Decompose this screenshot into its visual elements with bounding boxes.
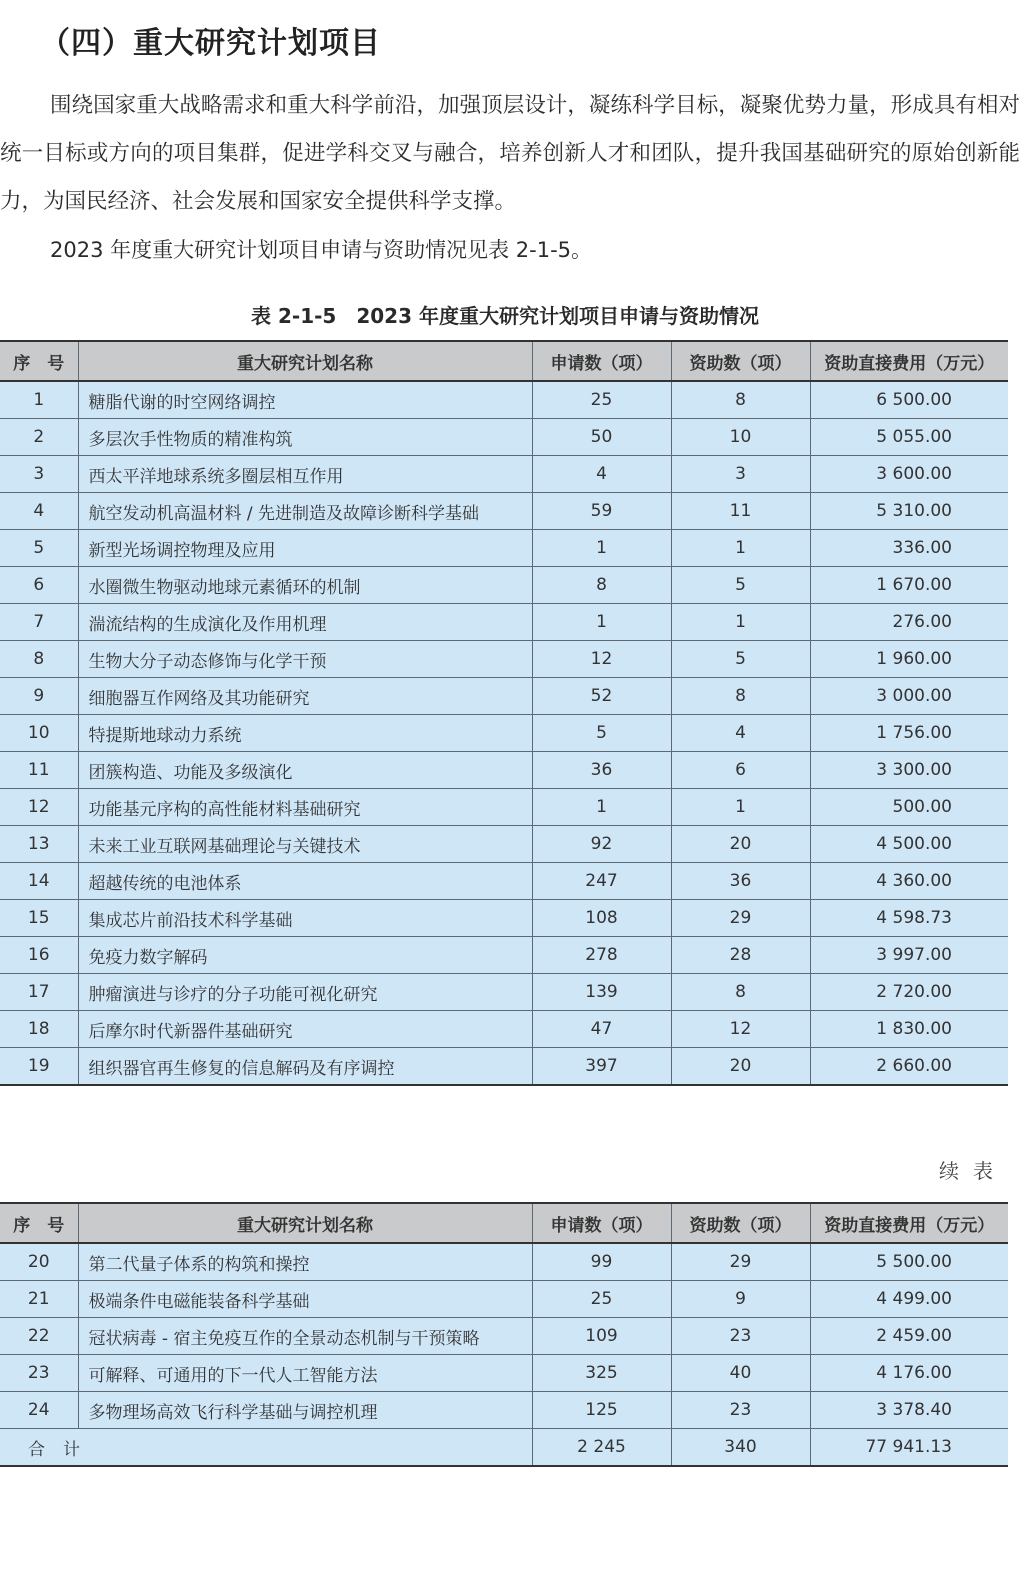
cell-name: 超越传统的电池体系 (78, 863, 532, 900)
cell-no: 5 (0, 530, 78, 567)
cell-no: 10 (0, 715, 78, 752)
cell-no: 12 (0, 789, 78, 826)
section-heading: （四）重大研究计划项目 (40, 26, 381, 61)
intro-paragraph (0, 82, 1020, 226)
cell-cost: 1 756.00 (810, 715, 1008, 752)
cell-cost: 4 500.00 (810, 826, 1008, 863)
cell-no: 20 (0, 1243, 78, 1281)
table-row (0, 826, 1008, 863)
cell-no: 24 (0, 1392, 78, 1429)
cell-applied: 1 (532, 604, 671, 641)
table-header-row (0, 1203, 1008, 1243)
cell-funded: 10 (671, 419, 810, 456)
table-body (0, 381, 1008, 1085)
total-applied: 2 245 (532, 1429, 671, 1467)
cell-funded: 5 (671, 641, 810, 678)
table-row (0, 974, 1008, 1011)
cell-no: 23 (0, 1355, 78, 1392)
cell-funded: 28 (671, 937, 810, 974)
cell-funded: 29 (671, 900, 810, 937)
cell-funded: 8 (671, 974, 810, 1011)
cell-applied: 325 (532, 1355, 671, 1392)
cell-applied: 109 (532, 1318, 671, 1355)
cell-applied: 50 (532, 419, 671, 456)
cell-applied: 1 (532, 530, 671, 567)
table-row (0, 1243, 1008, 1281)
cell-funded: 20 (671, 826, 810, 863)
cell-no: 4 (0, 493, 78, 530)
cell-cost: 1 960.00 (810, 641, 1008, 678)
total-row (0, 1429, 1008, 1467)
cell-applied: 92 (532, 826, 671, 863)
table-row (0, 1011, 1008, 1048)
cell-funded: 6 (671, 752, 810, 789)
cell-name: 冠状病毒 - 宿主免疫互作的全景动态机制与干预策略 (78, 1318, 532, 1355)
cell-applied: 4 (532, 456, 671, 493)
cell-funded: 20 (671, 1048, 810, 1086)
header-name: 重大研究计划名称 (78, 1203, 532, 1243)
cell-name: 生物大分子动态修饰与化学干预 (78, 641, 532, 678)
cell-funded: 11 (671, 493, 810, 530)
cell-funded: 8 (671, 381, 810, 419)
cell-no: 18 (0, 1011, 78, 1048)
cell-applied: 5 (532, 715, 671, 752)
cell-cost: 4 176.00 (810, 1355, 1008, 1392)
table-caption: 表 2-1-5 2023 年度重大研究计划项目申请与资助情况 (251, 304, 759, 328)
cell-cost: 3 600.00 (810, 456, 1008, 493)
cell-no: 8 (0, 641, 78, 678)
reference-paragraph (0, 226, 1020, 274)
cell-funded: 23 (671, 1318, 810, 1355)
cell-cost: 3 997.00 (810, 937, 1008, 974)
cell-applied: 108 (532, 900, 671, 937)
table-row (0, 1318, 1008, 1355)
header-no: 序 号 (0, 1203, 78, 1243)
cell-funded: 12 (671, 1011, 810, 1048)
cell-no: 6 (0, 567, 78, 604)
cell-cost: 6 500.00 (810, 381, 1008, 419)
cell-name: 西太平洋地球系统多圈层相互作用 (78, 456, 532, 493)
table-body (0, 1243, 1008, 1466)
cell-applied: 99 (532, 1243, 671, 1281)
cell-applied: 247 (532, 863, 671, 900)
table-row (0, 530, 1008, 567)
cell-no: 9 (0, 678, 78, 715)
cell-no: 1 (0, 381, 78, 419)
cell-applied: 12 (532, 641, 671, 678)
cell-cost: 4 360.00 (810, 863, 1008, 900)
cell-funded: 1 (671, 530, 810, 567)
cell-applied: 278 (532, 937, 671, 974)
cell-no: 21 (0, 1281, 78, 1318)
cell-cost: 4 598.73 (810, 900, 1008, 937)
cell-name: 后摩尔时代新器件基础研究 (78, 1011, 532, 1048)
cell-cost: 3 378.40 (810, 1392, 1008, 1429)
reference-text: 2023 年度重大研究计划项目申请与资助情况见表 2-1-5。 (50, 238, 593, 262)
cell-funded: 29 (671, 1243, 810, 1281)
cell-name: 极端条件电磁能装备科学基础 (78, 1281, 532, 1318)
cell-funded: 1 (671, 604, 810, 641)
table-row (0, 604, 1008, 641)
cell-cost: 5 500.00 (810, 1243, 1008, 1281)
cell-name: 集成芯片前沿技术科学基础 (78, 900, 532, 937)
cell-cost: 2 720.00 (810, 974, 1008, 1011)
cell-cost: 1 830.00 (810, 1011, 1008, 1048)
cell-no: 16 (0, 937, 78, 974)
cell-cost: 2 660.00 (810, 1048, 1008, 1086)
header-applied: 申请数（项） (532, 1203, 671, 1243)
cell-applied: 36 (532, 752, 671, 789)
cell-applied: 52 (532, 678, 671, 715)
table-row (0, 789, 1008, 826)
table-row (0, 900, 1008, 937)
table-row (0, 456, 1008, 493)
table-row (0, 1355, 1008, 1392)
cell-funded: 1 (671, 789, 810, 826)
cell-no: 13 (0, 826, 78, 863)
cell-name: 糖脂代谢的时空网络调控 (78, 381, 532, 419)
table-header-row (0, 341, 1008, 381)
cell-no: 22 (0, 1318, 78, 1355)
table-row (0, 678, 1008, 715)
table-row (0, 567, 1008, 604)
intro-text: 围绕国家重大战略需求和重大科学前沿，加强顶层设计，凝练科学目标，凝聚优势力量，形成具有相对统一目标或方向的项目集群，促进学科交叉与融合，培养创新人才和团队，提升我国基础研究的原始创新能力，为国民经济、社会发展和国家安全提供科学支撑。 (0, 93, 1020, 214)
cell-name: 可解释、可通用的下一代人工智能方法 (78, 1355, 532, 1392)
cell-funded: 8 (671, 678, 810, 715)
cell-applied: 139 (532, 974, 671, 1011)
table-row (0, 419, 1008, 456)
cell-name: 多层次手性物质的精准构筑 (78, 419, 532, 456)
header-no: 序 号 (0, 341, 78, 381)
cell-name: 湍流结构的生成演化及作用机理 (78, 604, 532, 641)
cell-no: 19 (0, 1048, 78, 1086)
cell-applied: 8 (532, 567, 671, 604)
cell-no: 2 (0, 419, 78, 456)
cell-funded: 23 (671, 1392, 810, 1429)
cell-name: 组织器官再生修复的信息解码及有序调控 (78, 1048, 532, 1086)
cell-applied: 25 (532, 1281, 671, 1318)
table-row (0, 863, 1008, 900)
funding-table (0, 340, 1008, 1086)
cell-applied: 125 (532, 1392, 671, 1429)
total-cost: 77 941.13 (810, 1429, 1008, 1467)
table-row (0, 641, 1008, 678)
cell-name: 肿瘤演进与诊疗的分子功能可视化研究 (78, 974, 532, 1011)
header-funded: 资助数（项） (671, 341, 810, 381)
header-funded: 资助数（项） (671, 1203, 810, 1243)
cell-funded: 4 (671, 715, 810, 752)
table-row (0, 1392, 1008, 1429)
cell-applied: 25 (532, 381, 671, 419)
cell-name: 多物理场高效飞行科学基础与调控机理 (78, 1392, 532, 1429)
table-row (0, 1281, 1008, 1318)
cell-name: 航空发动机高温材料 / 先进制造及故障诊断科学基础 (78, 493, 532, 530)
cell-cost: 3 000.00 (810, 678, 1008, 715)
cell-name: 新型光场调控物理及应用 (78, 530, 532, 567)
funding-table-continued (0, 1202, 1008, 1467)
header-cost: 资助直接费用（万元） (810, 1203, 1008, 1243)
cell-applied: 47 (532, 1011, 671, 1048)
continued-label: 续表 (939, 1159, 1007, 1183)
cell-no: 7 (0, 604, 78, 641)
header-applied: 申请数（项） (532, 341, 671, 381)
cell-cost: 336.00 (810, 530, 1008, 567)
total-label: 合计 (0, 1429, 532, 1467)
cell-cost: 500.00 (810, 789, 1008, 826)
cell-name: 免疫力数字解码 (78, 937, 532, 974)
cell-name: 第二代量子体系的构筑和操控 (78, 1243, 532, 1281)
cell-cost: 4 499.00 (810, 1281, 1008, 1318)
table-row (0, 493, 1008, 530)
cell-name: 细胞器互作网络及其功能研究 (78, 678, 532, 715)
cell-name: 功能基元序构的高性能材料基础研究 (78, 789, 532, 826)
cell-name: 未来工业互联网基础理论与关键技术 (78, 826, 532, 863)
cell-no: 3 (0, 456, 78, 493)
header-cost: 资助直接费用（万元） (810, 341, 1008, 381)
cell-no: 17 (0, 974, 78, 1011)
cell-cost: 2 459.00 (810, 1318, 1008, 1355)
cell-cost: 3 300.00 (810, 752, 1008, 789)
total-funded: 340 (671, 1429, 810, 1467)
cell-funded: 9 (671, 1281, 810, 1318)
cell-funded: 40 (671, 1355, 810, 1392)
cell-cost: 1 670.00 (810, 567, 1008, 604)
cell-applied: 397 (532, 1048, 671, 1086)
table-row (0, 1048, 1008, 1086)
table-row (0, 381, 1008, 419)
cell-funded: 3 (671, 456, 810, 493)
cell-no: 15 (0, 900, 78, 937)
header-name: 重大研究计划名称 (78, 341, 532, 381)
cell-no: 11 (0, 752, 78, 789)
table-row (0, 937, 1008, 974)
cell-name: 团簇构造、功能及多级演化 (78, 752, 532, 789)
cell-cost: 5 310.00 (810, 493, 1008, 530)
cell-cost: 5 055.00 (810, 419, 1008, 456)
cell-applied: 59 (532, 493, 671, 530)
cell-funded: 36 (671, 863, 810, 900)
table-row (0, 715, 1008, 752)
cell-applied: 1 (532, 789, 671, 826)
table-row (0, 752, 1008, 789)
cell-name: 特提斯地球动力系统 (78, 715, 532, 752)
cell-name: 水圈微生物驱动地球元素循环的机制 (78, 567, 532, 604)
cell-funded: 5 (671, 567, 810, 604)
cell-no: 14 (0, 863, 78, 900)
cell-cost: 276.00 (810, 604, 1008, 641)
